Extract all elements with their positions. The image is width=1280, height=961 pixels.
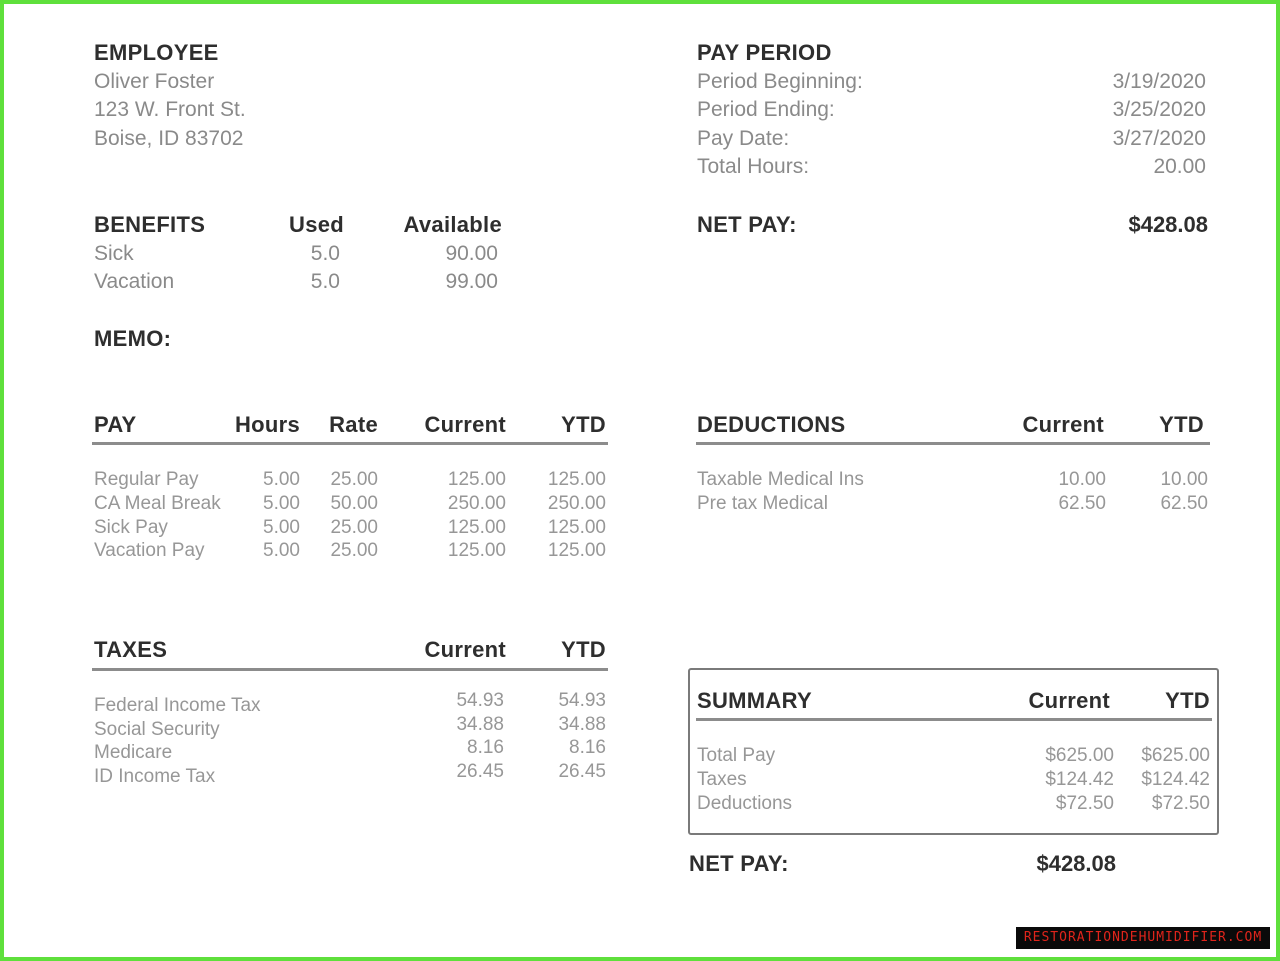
pay-col-ytd: YTD bbox=[561, 412, 606, 437]
deduction-row-current: 10.00 bbox=[1058, 469, 1106, 490]
taxes-header-rule bbox=[92, 668, 608, 671]
period-ending-value: 3/25/2020 bbox=[1112, 98, 1206, 121]
deductions-header-rule bbox=[696, 442, 1210, 445]
pay-row-hours: 5.00 bbox=[263, 493, 300, 514]
period-beginning-value: 3/19/2020 bbox=[1112, 70, 1206, 93]
summary-header-rule bbox=[696, 718, 1212, 721]
tax-row-current: 54.93 bbox=[456, 690, 504, 711]
pay-row-name: Regular Pay bbox=[94, 469, 199, 490]
summary-row-ytd: $625.00 bbox=[1141, 745, 1210, 766]
pay-row-rate: 50.00 bbox=[330, 493, 378, 514]
deduction-row-ytd: 10.00 bbox=[1160, 469, 1208, 490]
summary-col-ytd: YTD bbox=[1165, 688, 1210, 713]
benefits-col-available: Available bbox=[403, 212, 502, 237]
net-pay-bottom-label: NET PAY: bbox=[689, 851, 789, 876]
pay-date-value: 3/27/2020 bbox=[1112, 127, 1206, 150]
benefit-name: Vacation bbox=[94, 270, 175, 293]
pay-row-hours: 5.00 bbox=[263, 517, 300, 538]
summary-col-current: Current bbox=[1028, 688, 1110, 713]
employee-heading: EMPLOYEE bbox=[94, 40, 219, 65]
deduction-row-ytd: 62.50 bbox=[1160, 493, 1208, 514]
pay-row-current: 125.00 bbox=[447, 540, 506, 561]
net-pay-top-value: $428.08 bbox=[1128, 212, 1208, 237]
summary-row-name: Deductions bbox=[697, 793, 793, 814]
pay-row-ytd: 125.00 bbox=[547, 469, 606, 490]
deduction-row-name: Pre tax Medical bbox=[697, 493, 828, 514]
pay-row-ytd: 250.00 bbox=[547, 493, 606, 514]
tax-row-name: Medicare bbox=[94, 742, 173, 763]
pay-date-label: Pay Date: bbox=[697, 127, 790, 150]
pay-row-current: 125.00 bbox=[447, 517, 506, 538]
summary-row-current: $72.50 bbox=[1055, 793, 1114, 814]
tax-row-ytd: 34.88 bbox=[558, 714, 606, 735]
pay-row-rate: 25.00 bbox=[330, 540, 378, 561]
benefit-used: 5.0 bbox=[310, 242, 340, 265]
employee-name: Oliver Foster bbox=[94, 70, 215, 93]
employee-city: Boise, ID 83702 bbox=[94, 127, 244, 150]
benefit-available: 90.00 bbox=[445, 242, 498, 265]
tax-row-ytd: 26.45 bbox=[558, 761, 606, 782]
pay-row-ytd: 125.00 bbox=[547, 540, 606, 561]
pay-row-current: 125.00 bbox=[447, 469, 506, 490]
summary-row-name: Taxes bbox=[697, 769, 747, 790]
taxes-heading: TAXES bbox=[94, 637, 168, 662]
pay-period-heading: PAY PERIOD bbox=[697, 40, 832, 65]
tax-row-current: 8.16 bbox=[467, 737, 504, 758]
summary-row-current: $625.00 bbox=[1045, 745, 1114, 766]
pay-col-current: Current bbox=[424, 412, 506, 437]
site-watermark: RESTORATIONDEHUMIDIFIER.COM bbox=[1016, 927, 1270, 949]
deduction-row-current: 62.50 bbox=[1058, 493, 1106, 514]
total-hours-label: Total Hours: bbox=[697, 155, 810, 178]
pay-heading: PAY bbox=[94, 412, 137, 437]
net-pay-bottom-value: $428.08 bbox=[1036, 851, 1116, 876]
deduction-row-name: Taxable Medical Ins bbox=[697, 469, 864, 490]
benefits-col-used: Used bbox=[289, 212, 344, 237]
tax-row-current: 26.45 bbox=[456, 761, 504, 782]
pay-row-ytd: 125.00 bbox=[547, 517, 606, 538]
pay-row-rate: 25.00 bbox=[330, 517, 378, 538]
pay-row-hours: 5.00 bbox=[263, 540, 300, 561]
benefit-used: 5.0 bbox=[310, 270, 340, 293]
tax-row-name: ID Income Tax bbox=[94, 766, 216, 787]
period-beginning-label: Period Beginning: bbox=[697, 70, 863, 93]
net-pay-top-label: NET PAY: bbox=[697, 212, 797, 237]
pay-row-hours: 5.00 bbox=[263, 469, 300, 490]
summary-row-name: Total Pay bbox=[697, 745, 776, 766]
summary-row-current: $124.42 bbox=[1045, 769, 1114, 790]
summary-row-ytd: $124.42 bbox=[1141, 769, 1210, 790]
period-ending-label: Period Ending: bbox=[697, 98, 835, 121]
pay-col-rate: Rate bbox=[329, 412, 378, 437]
tax-row-ytd: 54.93 bbox=[558, 690, 606, 711]
summary-row-ytd: $72.50 bbox=[1151, 793, 1210, 814]
tax-row-ytd: 8.16 bbox=[569, 737, 606, 758]
total-hours-value: 20.00 bbox=[1153, 155, 1206, 178]
pay-header-rule bbox=[92, 442, 608, 445]
tax-row-name: Social Security bbox=[94, 719, 220, 740]
deductions-col-current: Current bbox=[1022, 412, 1104, 437]
pay-row-rate: 25.00 bbox=[330, 469, 378, 490]
benefits-heading: BENEFITS bbox=[94, 212, 206, 237]
pay-row-name: Vacation Pay bbox=[94, 540, 205, 561]
pay-row-name: Sick Pay bbox=[94, 517, 168, 538]
memo-label: MEMO: bbox=[94, 326, 172, 351]
deductions-col-ytd: YTD bbox=[1159, 412, 1204, 437]
employee-street: 123 W. Front St. bbox=[94, 98, 246, 121]
pay-row-current: 250.00 bbox=[447, 493, 506, 514]
tax-row-name: Federal Income Tax bbox=[94, 695, 261, 716]
benefit-name: Sick bbox=[94, 242, 134, 265]
summary-heading: SUMMARY bbox=[697, 688, 812, 713]
deductions-heading: DEDUCTIONS bbox=[697, 412, 846, 437]
taxes-col-ytd: YTD bbox=[561, 637, 606, 662]
benefit-available: 99.00 bbox=[445, 270, 498, 293]
pay-row-name: CA Meal Break bbox=[94, 493, 221, 514]
taxes-col-current: Current bbox=[424, 637, 506, 662]
pay-col-hours: Hours bbox=[234, 412, 300, 437]
tax-row-current: 34.88 bbox=[456, 714, 504, 735]
